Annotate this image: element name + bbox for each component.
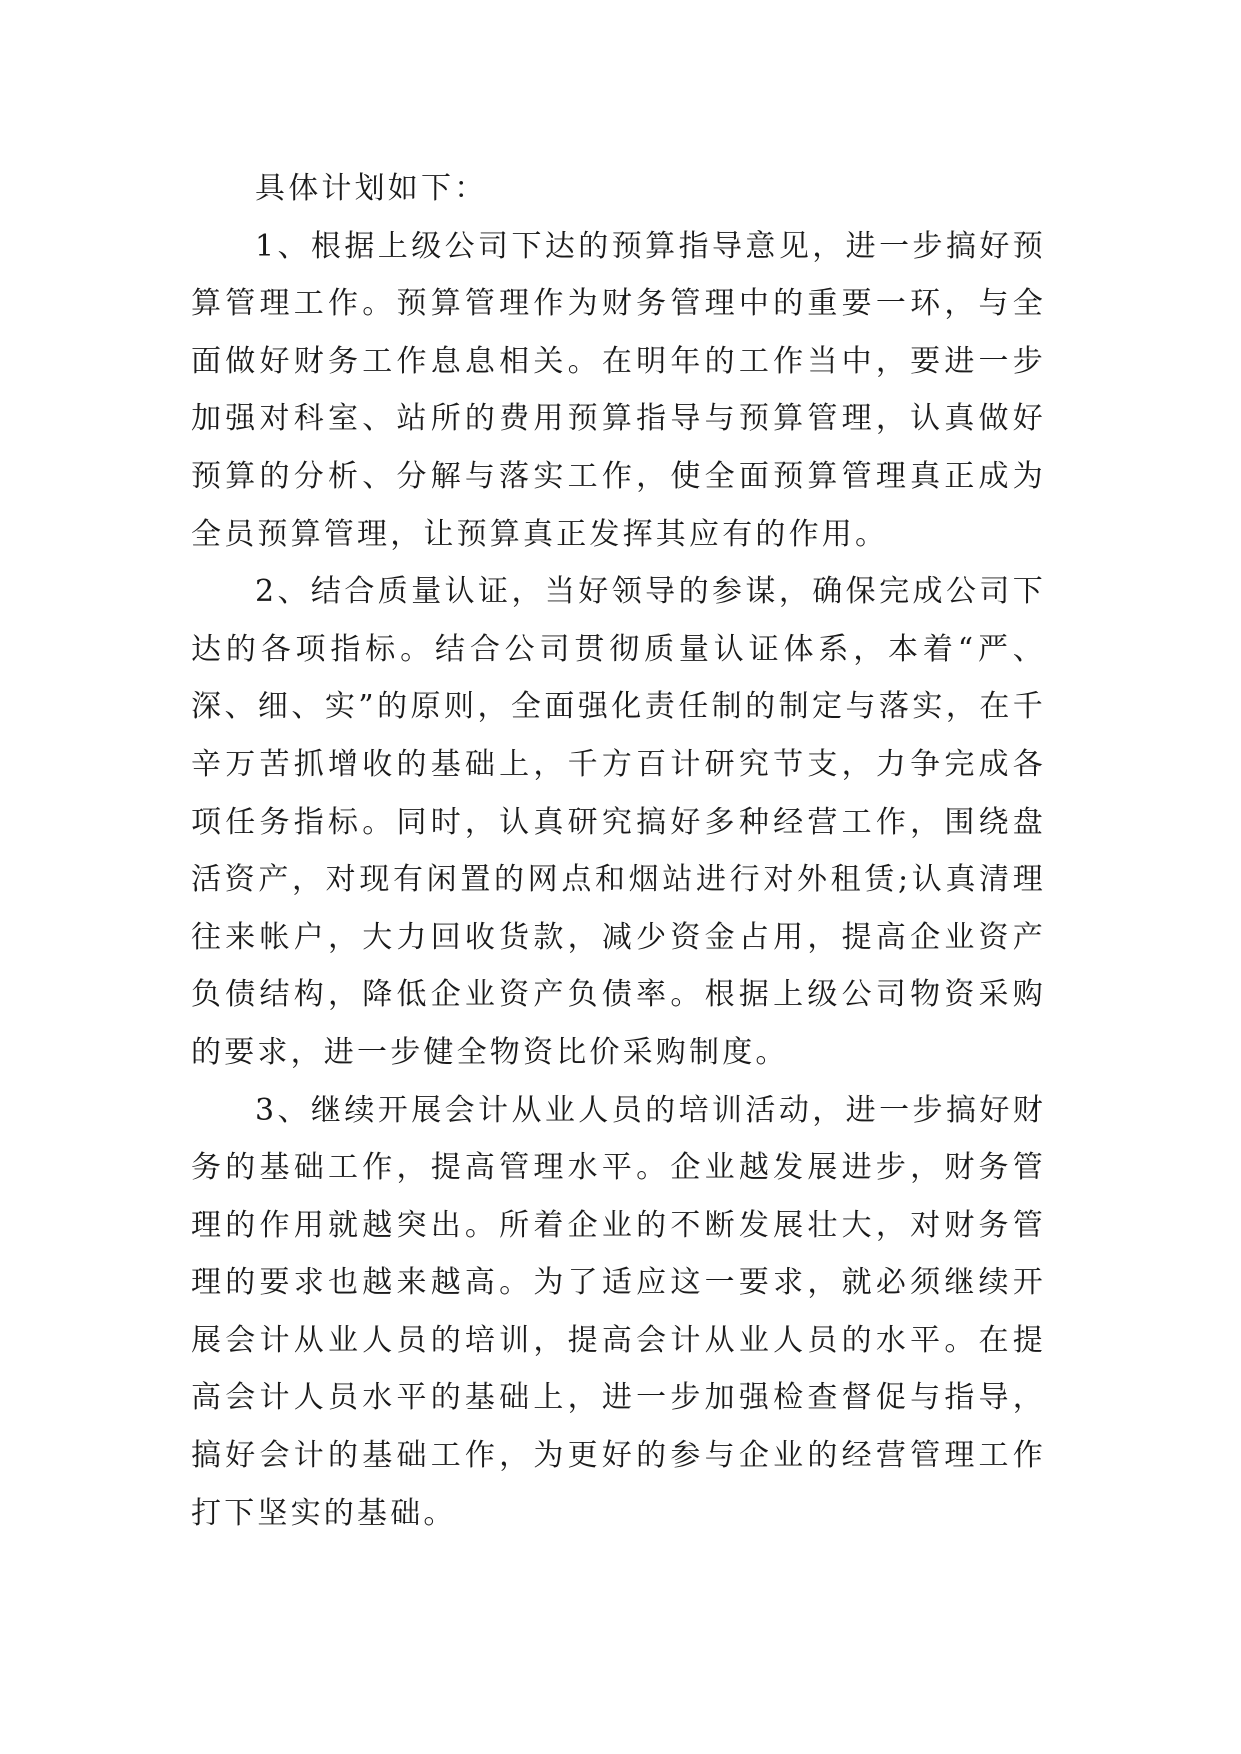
paragraph-1: 1、根据上级公司下达的预算指导意见，进一步搞好预算管理工作。预算管理作为财务管理中的重要一环，与全面做好财务工作息息相关。在明年的工作当中，要进一步加强对科室、站所的费用预算指导与预算管理，认真做好预算的分析、分解与落实工作，使全面预算管理真正成为全员预算管理，让预算真正发挥其应有的作用。	[191, 228, 1046, 552]
paragraph-3: 3、继续开展会计从业人员的培训活动，进一步搞好财务的基础工作，提高管理水平。企业越发展进步，财务管理的作用就越突出。所着企业的不断发展壮大，对财务管理的要求也越来越高。为了适应这一要求，就必须继续开展会计从业人员的培训，提高会计从业人员的水平。在提高会计人员水平的基础上，进一步加强检查督促与指导，搞好会计的基础工作，为更好的参与企业的经营管理工作打下坚实的基础。	[191, 1092, 1046, 1531]
paragraph-2: 2、结合质量认证，当好领导的参谋，确保完成公司下达的各项指标。结合公司贯彻质量认证体系，本着“严、深、细、实”的原则，全面强化责任制的制定与落实，在千辛万苦抓增收的基础上，千方百计研究节支，力争完成各项任务指标。同时，认真研究搞好多种经营工作，围绕盘活资产，对现有闲置的网点和烟站进行对外租赁;认真清理往来帐户，大力回收货款，减少资金占用，提高企业资产负债结构，降低企业资产负债率。根据上级公司物资采购的要求，进一步健全物资比价采购制度。	[191, 574, 1046, 1070]
document-body	[191, 160, 1046, 1542]
intro-heading: 具体计划如下：	[255, 171, 488, 206]
